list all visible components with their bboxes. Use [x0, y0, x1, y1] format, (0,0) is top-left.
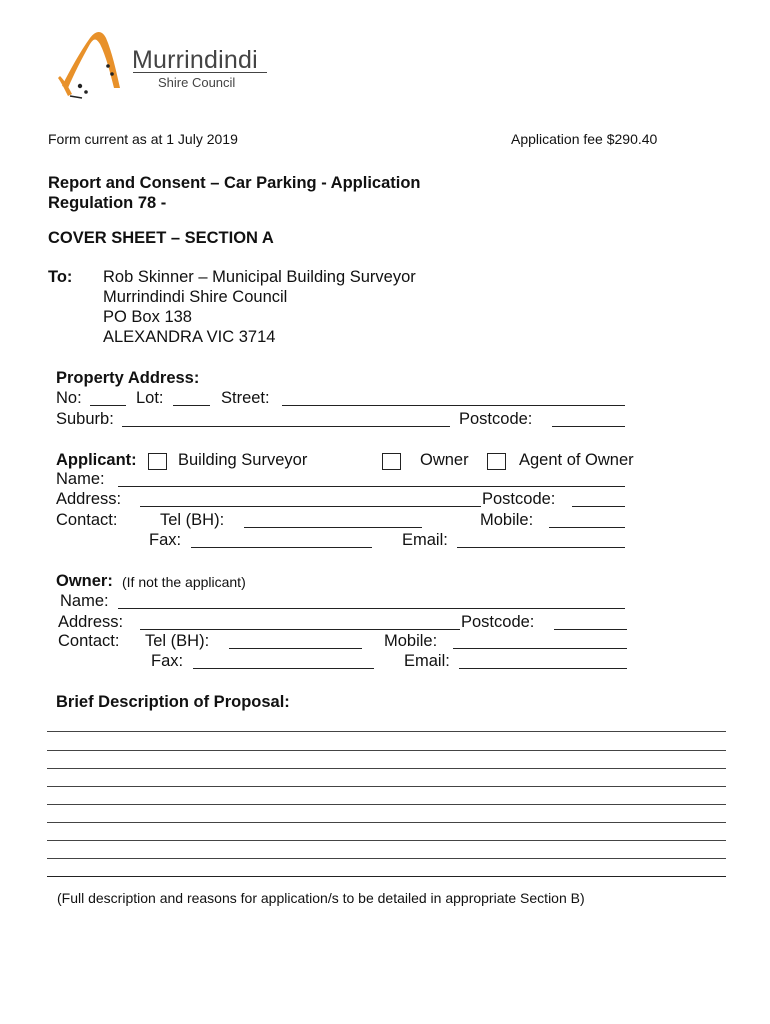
applicant-contact-label: Contact:: [56, 511, 118, 529]
applicant-fax-label: Fax:: [149, 531, 182, 549]
agent-of-owner-checkbox[interactable]: [487, 453, 506, 470]
property-lot-field[interactable]: [173, 405, 210, 406]
owner-tel-field[interactable]: [229, 648, 362, 649]
property-postcode-label: Postcode:: [459, 410, 533, 428]
section-heading: COVER SHEET – SECTION A: [48, 229, 274, 247]
agent-of-owner-label: Agent of Owner: [519, 451, 634, 469]
property-lot-label: Lot:: [136, 389, 164, 407]
form-date: Form current as at 1 July 2019: [48, 131, 238, 147]
boomerang-logo-icon: [56, 26, 136, 110]
applicant-postcode-field[interactable]: [572, 506, 625, 507]
owner-email-field[interactable]: [459, 668, 627, 669]
owner-address-label: Address:: [58, 613, 124, 631]
proposal-footnote: (Full description and reasons for application/s to be detailed in appropriate Section B): [57, 890, 585, 906]
property-no-field[interactable]: [90, 405, 126, 406]
owner-postcode-field[interactable]: [554, 629, 627, 630]
to-label: To:: [48, 268, 73, 286]
owner-email-label: Email:: [404, 652, 450, 670]
logo-title: Murrindindi: [132, 46, 258, 74]
applicant-fax-field[interactable]: [191, 547, 372, 548]
proposal-line[interactable]: [47, 731, 726, 732]
owner-fax-field[interactable]: [193, 668, 374, 669]
property-suburb-label: Suburb:: [56, 410, 114, 428]
applicant-name-field[interactable]: [118, 486, 625, 487]
owner-name-field[interactable]: [118, 608, 625, 609]
council-logo: [56, 26, 276, 116]
applicant-email-field[interactable]: [457, 547, 625, 548]
applicant-postcode-label: Postcode:: [482, 490, 556, 508]
owner-tel-label: Tel (BH):: [145, 632, 210, 650]
building-surveyor-checkbox[interactable]: [148, 453, 167, 470]
property-suburb-field[interactable]: [122, 426, 450, 427]
property-no-label: No:: [56, 389, 82, 407]
applicant-email-label: Email:: [402, 531, 448, 549]
applicant-heading: Applicant:: [56, 451, 137, 469]
applicant-mobile-field[interactable]: [549, 527, 625, 528]
applicant-address-label: Address:: [56, 490, 122, 508]
owner-contact-label: Contact:: [58, 632, 120, 650]
form-title: Report and Consent – Car Parking - Application: [48, 174, 421, 192]
proposal-line[interactable]: [47, 858, 726, 859]
property-street-field[interactable]: [282, 405, 625, 406]
applicant-mobile-label: Mobile:: [480, 511, 534, 529]
logo-divider: [133, 72, 267, 73]
building-surveyor-label: Building Surveyor: [178, 451, 308, 469]
proposal-line[interactable]: [47, 876, 726, 877]
property-heading: Property Address:: [56, 369, 200, 387]
applicant-tel-field[interactable]: [244, 527, 422, 528]
application-fee: Application fee $290.40: [511, 131, 658, 147]
to-line-4: ALEXANDRA VIC 3714: [103, 328, 276, 346]
owner-postcode-label: Postcode:: [461, 613, 535, 631]
proposal-line[interactable]: [47, 804, 726, 805]
form-regulation: Regulation 78 -: [48, 194, 167, 212]
owner-name-label: Name:: [60, 592, 109, 610]
applicant-name-label: Name:: [56, 470, 105, 488]
owner-heading: Owner:: [56, 572, 113, 590]
to-line-3: PO Box 138: [103, 308, 192, 326]
property-street-label: Street:: [221, 389, 270, 407]
proposal-line[interactable]: [47, 750, 726, 751]
proposal-line[interactable]: [47, 822, 726, 823]
proposal-line[interactable]: [47, 768, 726, 769]
owner-note: (If not the applicant): [122, 574, 246, 590]
owner-mobile-field[interactable]: [453, 648, 627, 649]
logo-subtitle: Shire Council: [158, 75, 236, 90]
to-line-2: Murrindindi Shire Council: [103, 288, 288, 306]
owner-option-label: Owner: [420, 451, 469, 469]
property-postcode-field[interactable]: [552, 426, 625, 427]
proposal-line[interactable]: [47, 786, 726, 787]
to-line-1: Rob Skinner – Municipal Building Surveyor: [103, 268, 416, 286]
applicant-tel-label: Tel (BH):: [160, 511, 225, 529]
proposal-heading: Brief Description of Proposal:: [56, 693, 290, 711]
owner-address-field[interactable]: [140, 629, 460, 630]
proposal-line[interactable]: [47, 840, 726, 841]
owner-fax-label: Fax:: [151, 652, 184, 670]
owner-mobile-label: Mobile:: [384, 632, 438, 650]
applicant-address-field[interactable]: [140, 506, 481, 507]
owner-checkbox[interactable]: [382, 453, 401, 470]
